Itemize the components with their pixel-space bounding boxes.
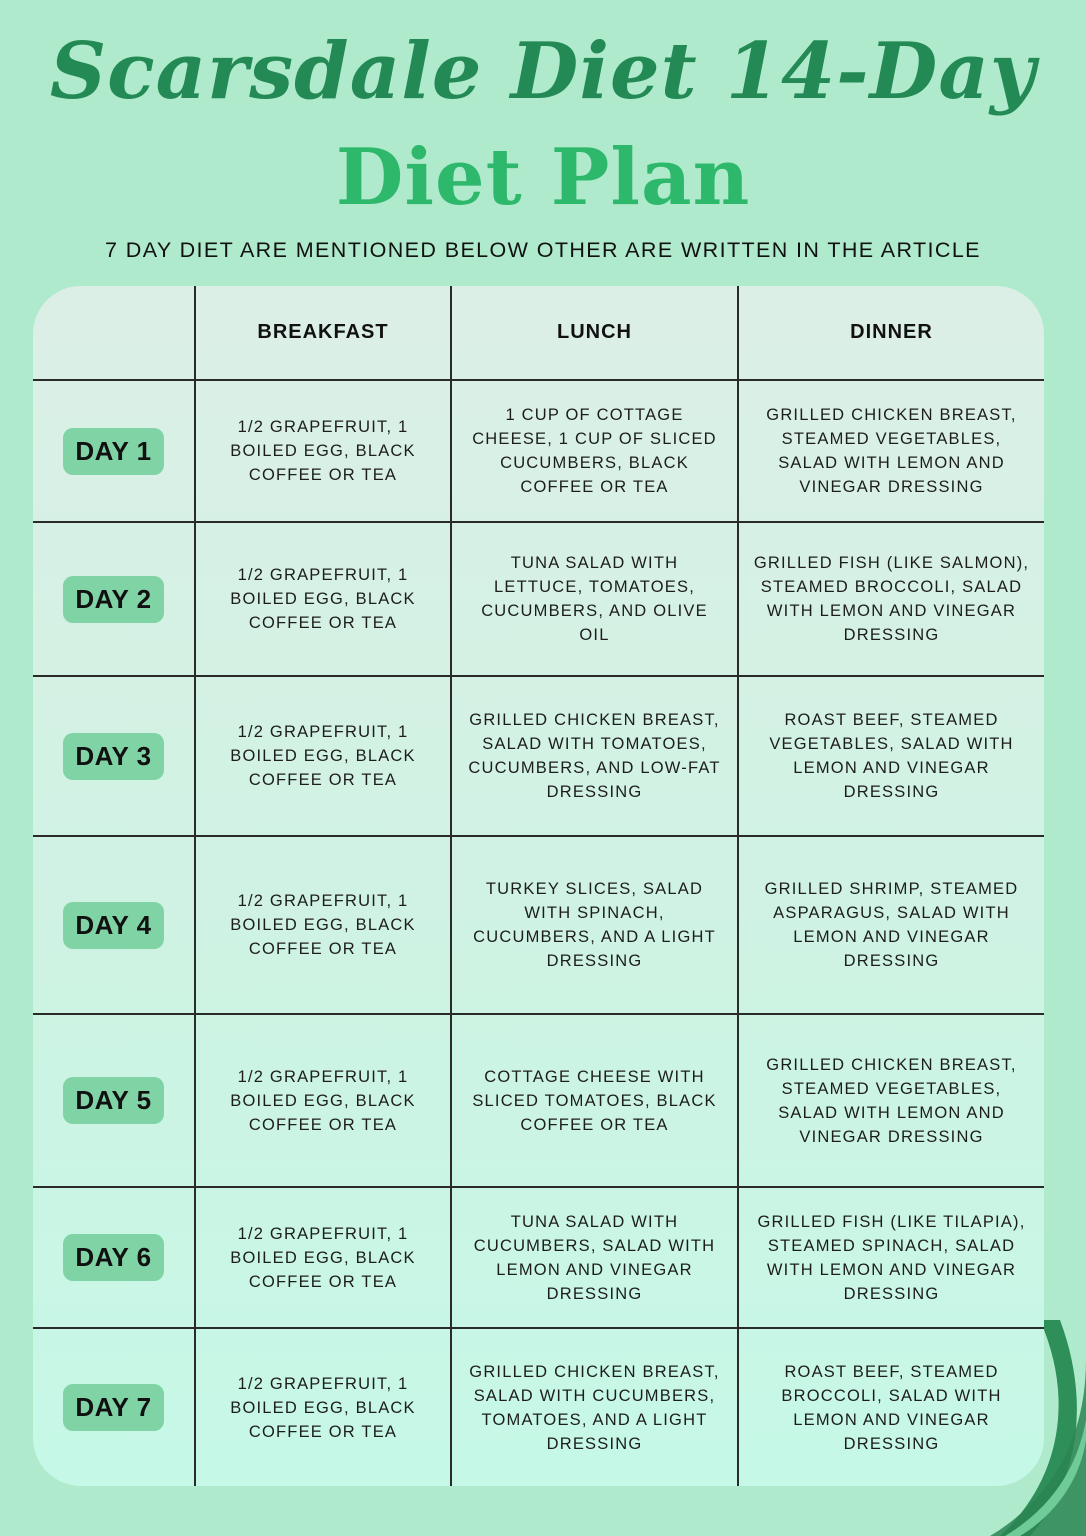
dinner-cell: ROAST BEEF, STEAMED BROCCOLI, SALAD WITH LEMON AND VINEGAR DRESSING [738,1328,1044,1486]
day-badge: DAY 2 [63,576,163,623]
dinner-cell: GRILLED FISH (LIKE TILAPIA), STEAMED SPINACH, SALAD WITH LEMON AND VINEGAR DRESSING [738,1187,1044,1328]
lunch-cell: TURKEY SLICES, SALAD WITH SPINACH, CUCUMBERS, AND A LIGHT DRESSING [451,836,738,1014]
day-badge: DAY 3 [63,733,163,780]
diet-plan-card [33,286,1044,1486]
day-badge: DAY 4 [63,902,163,949]
breakfast-cell: 1/2 GRAPEFRUIT, 1 BOILED EGG, BLACK COFFEE OR TEA [195,380,451,522]
breakfast-cell: 1/2 GRAPEFRUIT, 1 BOILED EGG, BLACK COFFEE OR TEA [195,676,451,836]
table-row [33,1014,1044,1187]
breakfast-cell: 1/2 GRAPEFRUIT, 1 BOILED EGG, BLACK COFFEE OR TEA [195,1328,451,1486]
page-title-line-1: Scarsdale Diet 14-Day [49,26,1037,117]
dinner-cell: ROAST BEEF, STEAMED VEGETABLES, SALAD WITH LEMON AND VINEGAR DRESSING [738,676,1044,836]
dinner-cell: GRILLED CHICKEN BREAST, STEAMED VEGETABLES, SALAD WITH LEMON AND VINEGAR DRESSING [738,380,1044,522]
table-row [33,836,1044,1014]
breakfast-cell: 1/2 GRAPEFRUIT, 1 BOILED EGG, BLACK COFFEE OR TEA [195,836,451,1014]
page-subtitle: 7 DAY DIET ARE MENTIONED BELOW OTHER ARE WRITTEN IN THE ARTICLE [105,238,981,262]
table-row [33,1328,1044,1486]
table-row [33,676,1044,836]
day-badge: DAY 6 [63,1234,163,1281]
table-row [33,522,1044,676]
table-header-row [33,286,1044,380]
table-row [33,1187,1044,1328]
lunch-cell: TUNA SALAD WITH LETTUCE, TOMATOES, CUCUMBERS, AND OLIVE OIL [451,522,738,676]
diet-plan-table [33,286,1044,1486]
breakfast-cell: 1/2 GRAPEFRUIT, 1 BOILED EGG, BLACK COFFEE OR TEA [195,1014,451,1187]
breakfast-cell: 1/2 GRAPEFRUIT, 1 BOILED EGG, BLACK COFFEE OR TEA [195,1187,451,1328]
breakfast-cell: 1/2 GRAPEFRUIT, 1 BOILED EGG, BLACK COFFEE OR TEA [195,522,451,676]
dinner-cell: GRILLED SHRIMP, STEAMED ASPARAGUS, SALAD WITH LEMON AND VINEGAR DRESSING [738,836,1044,1014]
lunch-cell: COTTAGE CHEESE WITH SLICED TOMATOES, BLACK COFFEE OR TEA [451,1014,738,1187]
day-badge: DAY 5 [63,1077,163,1124]
page-title-line-2: Diet Plan [335,132,751,223]
day-badge: DAY 7 [63,1384,163,1431]
lunch-cell: GRILLED CHICKEN BREAST, SALAD WITH TOMATOES, CUCUMBERS, AND LOW-FAT DRESSING [451,676,738,836]
lunch-cell: 1 CUP OF COTTAGE CHEESE, 1 CUP OF SLICED CUCUMBERS, BLACK COFFEE OR TEA [451,380,738,522]
table-row [33,380,1044,522]
header-breakfast: BREAKFAST [195,286,451,380]
header-dinner: DINNER [738,286,1044,380]
header-lunch: LUNCH [451,286,738,380]
day-badge: DAY 1 [63,428,163,475]
dinner-cell: GRILLED FISH (LIKE SALMON), STEAMED BROCCOLI, SALAD WITH LEMON AND VINEGAR DRESSING [738,522,1044,676]
header-day [33,286,195,380]
lunch-cell: TUNA SALAD WITH CUCUMBERS, SALAD WITH LEMON AND VINEGAR DRESSING [451,1187,738,1328]
dinner-cell: GRILLED CHICKEN BREAST, STEAMED VEGETABLES, SALAD WITH LEMON AND VINEGAR DRESSING [738,1014,1044,1187]
lunch-cell: GRILLED CHICKEN BREAST, SALAD WITH CUCUMBERS, TOMATOES, AND A LIGHT DRESSING [451,1328,738,1486]
